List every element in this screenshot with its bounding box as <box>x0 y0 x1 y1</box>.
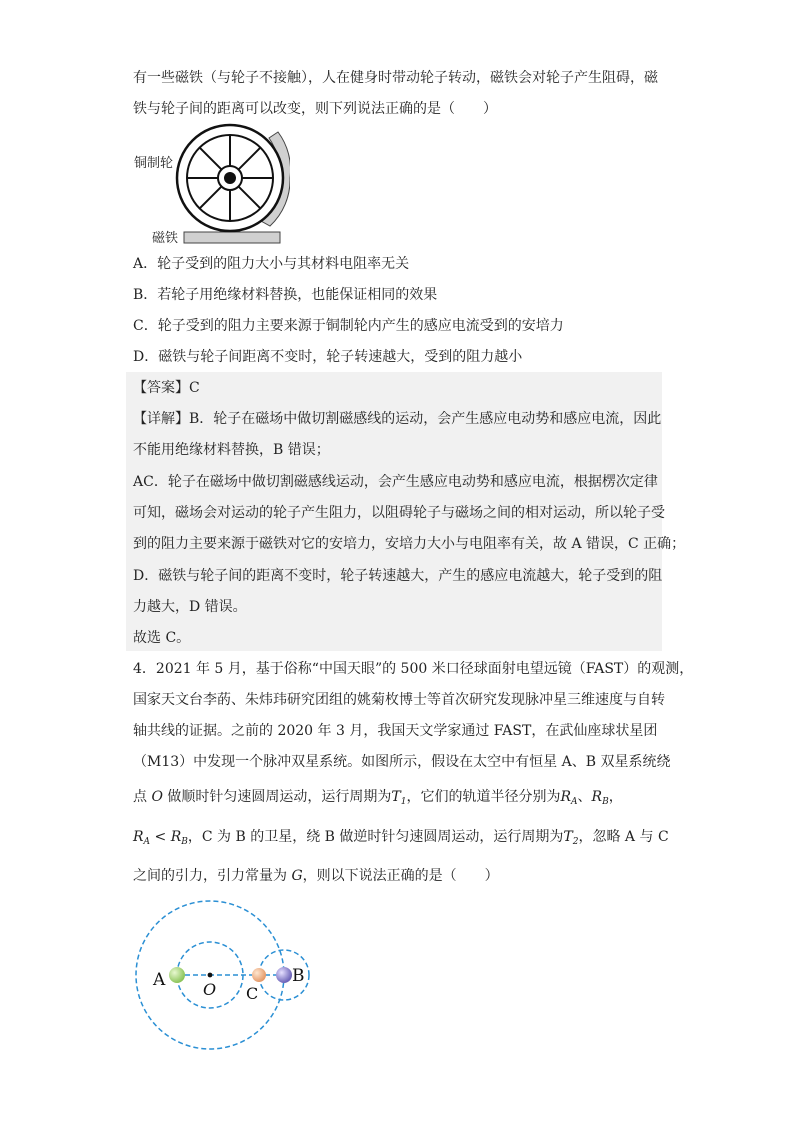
star-a <box>169 967 185 983</box>
explanation-line-2: 不能用绝缘材料替换，B 错误； <box>133 442 330 458</box>
label-c: C <box>246 984 259 1003</box>
option-a: A．轮子受到的阻力大小与其材料电阻率无关 <box>133 256 410 272</box>
satellite-c <box>252 968 266 982</box>
intro-line-2: 铁与轮子间的距离可以改变，则下列说法正确的是（ ） <box>133 101 497 117</box>
question-4-line-4: （M13）中发现一个脉冲双星系统。如图所示，假设在太空中有恒星 A、B 双星系统绕 <box>133 754 671 770</box>
label-o: O <box>203 980 217 999</box>
explanation-line-5: 到的阻力主要来源于磁铁对它的安培力，安培力大小与电阻率有关，故 A 错误，C 正确； <box>133 536 686 552</box>
option-c: C．轮子受到的阻力主要来源于铜制轮内产生的感应电流受到的安培力 <box>133 318 564 334</box>
wheel-axle <box>224 172 236 184</box>
question-4-line-3: 轴共线的证据。之前的 2020 年 3 月，我国天文学家通过 FAST，在武仙座球状星团 <box>133 723 658 739</box>
radius-rb: $R_B$ <box>591 789 609 807</box>
question-4-line-7: 之间的引力，引力常量为 G，则以下说法正确的是（ ） <box>133 868 499 884</box>
period-t1: $T_1$ <box>391 789 407 807</box>
explanation-line-3: AC．轮子在磁场中做切割磁感线运动，会产生感应电动势和感应电流，根据楞次定律 <box>133 474 658 490</box>
question-4-line-2: 国家天文台李菂、朱炜玮研究团组的姚菊枚博士等首次研究发现脉冲星三维速度与自转 <box>133 692 665 708</box>
point-o <box>208 973 213 978</box>
question-4-line-6: $R_A < R_B$，C 为 B 的卫星，绕 B 做逆时针匀速圆周运动，运行周期为$T_2$，忽略 A 与 C <box>133 829 669 847</box>
explanation-line-1: 【详解】B．轮子在磁场中做切割磁感线的运动，会产生感应电动势和感应电流，因此 <box>133 411 662 427</box>
point-o-label: O <box>151 789 163 805</box>
wheel-label: 铜制轮 <box>134 156 174 171</box>
radius-ra-2: $R_A$ <box>133 829 151 847</box>
question-4-line-1: 4．2021 年 5 月，基于俗称“中国天眼”的 500 米口径球面射电望远镜（FAST）的观测， <box>133 661 694 677</box>
label-b: B <box>292 966 305 986</box>
question-4-line-5: 点 O 做顺时针匀速圆周运动，运行周期为$T_1$，它们的轨道半径分别为$R_A$、$R_B$， <box>133 789 623 807</box>
explanation-line-7: 力越大，D 错误。 <box>133 599 247 615</box>
radius-rb-2: $R_B$ <box>170 829 188 847</box>
period-t2: $T_2$ <box>563 829 579 847</box>
magnet-base <box>184 232 280 243</box>
star-b <box>276 967 292 983</box>
gravity-constant-g: G <box>291 868 303 884</box>
magnet-label-text: 磁铁 <box>152 231 179 246</box>
wheel-figure <box>130 120 290 248</box>
option-b: B．若轮子用绝缘材料替换，也能保证相同的效果 <box>133 287 438 303</box>
explanation-line-6: D．磁铁与轮子间的距离不变时，轮子转速越大，产生的感应电流越大，轮子受到的阻 <box>133 568 663 584</box>
explanation-line-8: 故选 C。 <box>133 630 191 646</box>
explanation-line-4: 可知，磁场会对运动的轮子产生阻力，以阻碍轮子与磁场之间的相对运动，所以轮子受 <box>133 505 665 521</box>
orbit-figure <box>130 895 330 1075</box>
intro-line-1: 有一些磁铁（与轮子不接触），人在健身时带动轮子转动，磁铁会对轮子产生阻碍，磁 <box>133 70 658 86</box>
answer: 【答案】C <box>133 380 200 396</box>
label-a: A <box>153 970 166 990</box>
option-d: D．磁铁与轮子间距离不变时，轮子转速越大，受到的阻力越小 <box>133 349 523 365</box>
radius-ra: $R_A$ <box>560 789 578 807</box>
